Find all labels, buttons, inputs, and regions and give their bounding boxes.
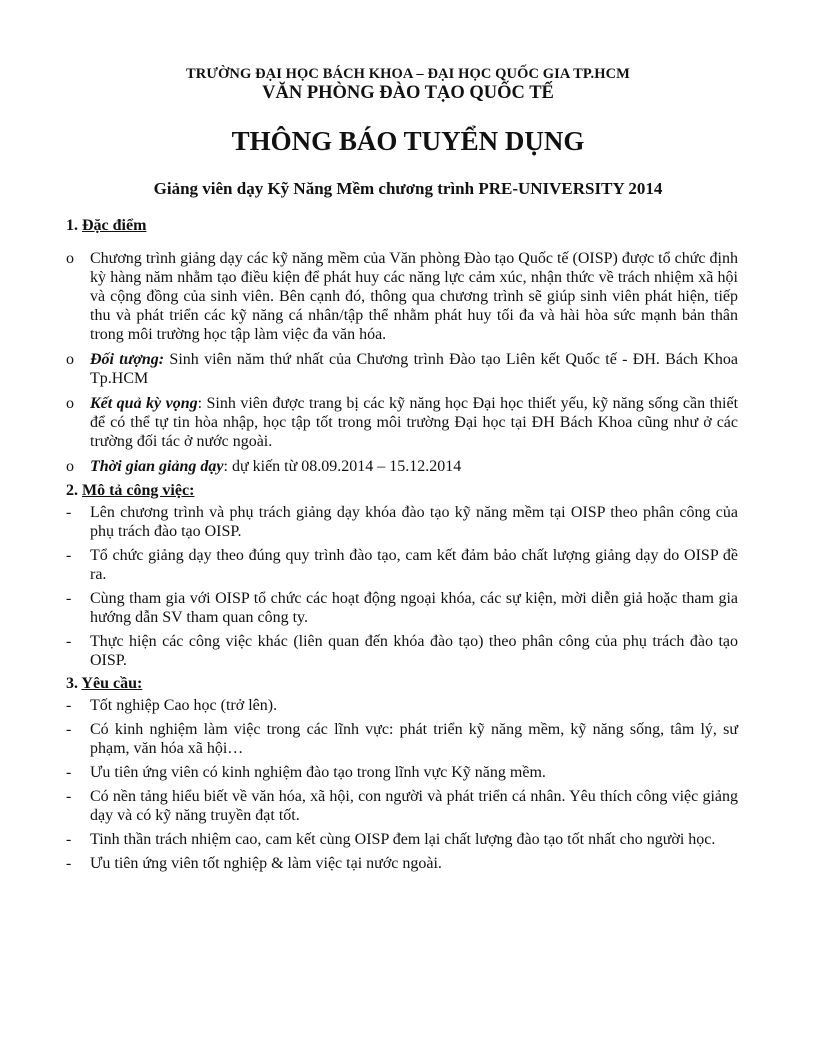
dash-bullet-icon: - (66, 504, 72, 521)
list-item (66, 720, 738, 758)
duty-text: Thực hiện các công việc khác (liên quan đến khóa đào tạo) theo phân công của phụ trách đào tạo OISP. (90, 633, 738, 669)
section-3-heading (66, 675, 738, 693)
duty-text: Tổ chức giảng dạy theo đúng quy trình đào tạo, cam kết đảm bảo chất lượng giảng dạy do OISP đề ra. (90, 547, 738, 583)
dash-bullet-icon: - (66, 788, 72, 805)
section-1-title: Đặc điểm (82, 217, 147, 234)
requirement-text: Có kinh nghiệm làm việc trong các lĩnh vực: phát triển kỹ năng mềm, kỹ năng sống, tâm lý, sư phạm, văn hóa xã hội… (90, 721, 738, 757)
dash-bullet-icon: - (66, 547, 72, 564)
dash-bullet-icon: - (66, 855, 72, 872)
section-2-list (66, 503, 738, 670)
dash-bullet-icon: - (66, 764, 72, 781)
list-item (66, 249, 738, 344)
office-name: VĂN PHÒNG ĐÀO TẠO QUỐC TẾ (262, 83, 554, 103)
outcome-label: Kết quả kỳ vọng (90, 395, 198, 412)
section-2-heading (66, 482, 738, 500)
circle-bullet-icon: o (66, 395, 74, 412)
section-1-heading (66, 217, 738, 235)
requirement-text: Ưu tiên ứng viên có kinh nghiệm đào tạo trong lĩnh vực Kỹ năng mềm. (90, 764, 546, 781)
document-subtitle: Giảng viên dạy Kỹ Năng Mềm chương trình PRE-UNIVERSITY 2014 (153, 179, 663, 198)
time-text: : dự kiến từ 08.09.2014 – 15.12.2014 (223, 458, 462, 475)
dash-bullet-icon: - (66, 590, 72, 607)
outcome-text: : Sinh viên được trang bị các kỹ năng học Đại học thiết yếu, kỹ năng sống cần thiết để có thể tự tin hòa nhập, học tập tốt trong môi trường Đại học tại ĐH Bách Khoa cũng như ở các trường đối tác ở nước ngoài. (90, 395, 739, 450)
circle-bullet-icon: o (66, 458, 74, 475)
duty-text: Cùng tham gia với OISP tổ chức các hoạt động ngoại khóa, các sự kiện, mời diễn giả hoặc tham gia hướng dẫn SV tham quan công ty. (90, 590, 738, 626)
target-label: Đối tượng: (90, 351, 165, 368)
target-text: Sinh viên năm thứ nhất của Chương trình Đào tạo Liên kết Quốc tế - ĐH. Bách Khoa Tp.HCM (90, 351, 738, 387)
list-item (66, 696, 738, 715)
section-3-list (66, 696, 738, 873)
section-3-title: Yêu cầu: (81, 675, 143, 692)
university-name: TRƯỜNG ĐẠI HỌC BÁCH KHOA – ĐẠI HỌC QUỐC GIA TP.HCM (186, 66, 630, 82)
section-2-number: 2. (66, 482, 78, 499)
list-item (66, 503, 738, 541)
list-item (66, 589, 738, 627)
requirement-text: Tốt nghiệp Cao học (trở lên). (90, 697, 278, 714)
requirement-text: Tinh thần trách nhiệm cao, cam kết cùng OISP đem lại chất lượng đào tạo tốt nhất cho người học. (90, 831, 716, 848)
program-intro-text: Chương trình giảng dạy các kỹ năng mềm của Văn phòng Đào tạo Quốc tế (OISP) được tổ chức định kỳ hàng năm nhằm tạo điều kiện để phát huy các năng lực cảm xúc, nhận thức về trách nhiệm xã hội và cộng đồng của sinh viên. Bên cạnh đó, thông qua chương trình sẽ giúp sinh viên phát hiện, tiếp thu và phát triển các kỹ năng cá nhân/tập thể nhằm phát huy tối đa và hài hòa sức mạnh bản thân trong môi trường học tập làm việc đa văn hóa. (90, 250, 738, 343)
requirement-text: Ưu tiên ứng viên tốt nghiệp & làm việc tại nước ngoài. (90, 855, 442, 872)
dash-bullet-icon: - (66, 633, 72, 650)
document-title: THÔNG BÁO TUYỂN DỤNG (231, 126, 585, 156)
section-1-number: 1. (66, 217, 78, 234)
dash-bullet-icon: - (66, 721, 72, 738)
section-3-number: 3. (66, 675, 78, 692)
list-item (66, 763, 738, 782)
circle-bullet-icon: o (66, 250, 74, 267)
section-1-list (66, 249, 738, 476)
list-item (66, 854, 738, 873)
duty-text: Lên chương trình và phụ trách giảng dạy khóa đào tạo kỹ năng mềm tại OISP theo phân công của phụ trách đào tạo OISP. (90, 504, 738, 540)
list-item (66, 457, 738, 476)
section-2-title: Mô tả công việc: (82, 482, 195, 499)
list-item (66, 632, 738, 670)
list-item (66, 546, 738, 584)
circle-bullet-icon: o (66, 351, 74, 368)
time-label: Thời gian giảng dạy (90, 458, 224, 475)
dash-bullet-icon: - (66, 831, 72, 848)
list-item (66, 350, 738, 388)
list-item (66, 830, 738, 849)
list-item (66, 394, 738, 451)
dash-bullet-icon: - (66, 697, 72, 714)
requirement-text: Có nền tảng hiểu biết về văn hóa, xã hội, con người và phát triển cá nhân. Yêu thích công việc giảng dạy và có kỹ năng truyền đạt tốt. (90, 788, 738, 824)
list-item (66, 787, 738, 825)
